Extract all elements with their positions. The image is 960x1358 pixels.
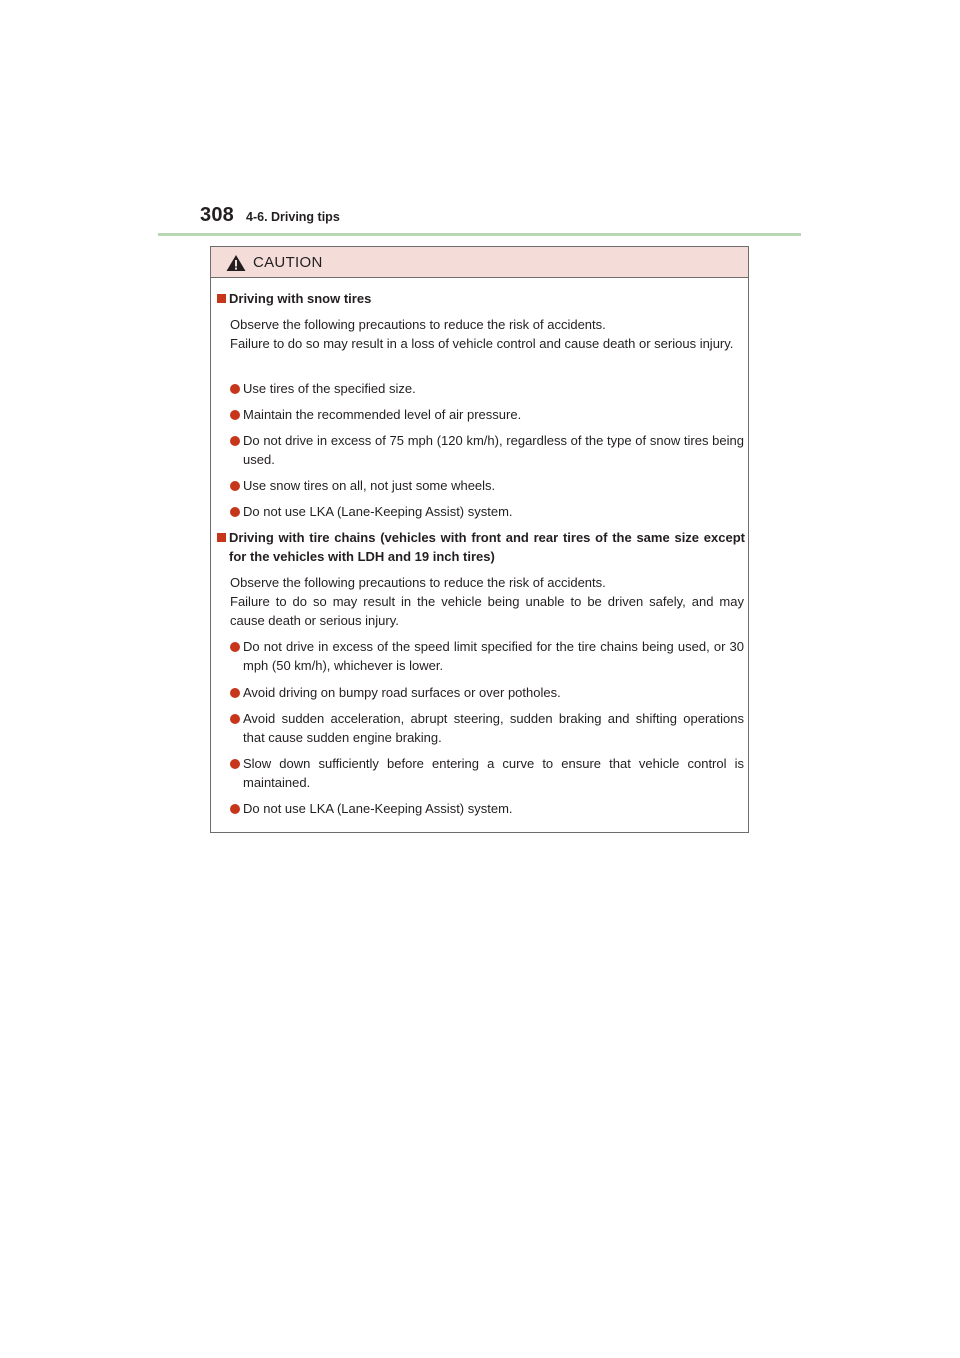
- bullet-dot-icon: [230, 507, 240, 517]
- list-item: Avoid sudden acceleration, abrupt steering, sudden braking and shifting operations that cause sudden engine braking.: [230, 710, 744, 747]
- list-item: Use tires of the specified size.: [230, 380, 744, 399]
- bullet-dot-icon: [230, 410, 240, 420]
- intro-text: Failure to do so may result in the vehicle being unable to be driven safely, and may cause death or serious injury.: [230, 594, 744, 628]
- page-number: 308: [200, 204, 234, 226]
- intro-text: Failure to do so may result in a loss of vehicle control and cause death or serious injury.: [230, 336, 734, 351]
- list-item: Do not use LKA (Lane-Keeping Assist) system.: [230, 800, 744, 819]
- bullet-dot-icon: [230, 642, 240, 652]
- section-heading: Driving with tire chains (vehicles with front and rear tires of the same size except for the vehicles with LDH and 19 inch tires): [217, 529, 745, 566]
- bullet-dot-icon: [230, 436, 240, 446]
- intro-text: Observe the following precautions to reduce the risk of accidents.: [230, 317, 606, 332]
- square-bullet-icon: [217, 533, 226, 542]
- warning-triangle-icon: [226, 254, 246, 272]
- bullet-dot-icon: [230, 804, 240, 814]
- intro-text: Observe the following precautions to reduce the risk of accidents.: [230, 575, 606, 590]
- bullet-dot-icon: [230, 384, 240, 394]
- bullet-dot-icon: [230, 688, 240, 698]
- header-divider: [158, 233, 801, 236]
- bullet-dot-icon: [230, 759, 240, 769]
- section-heading: Driving with snow tires: [217, 290, 745, 309]
- bullet-dot-icon: [230, 481, 240, 491]
- list-item: Use snow tires on all, not just some wheels.: [230, 477, 744, 496]
- caution-label: CAUTION: [253, 254, 323, 271]
- list-item: Slow down sufficiently before entering a curve to ensure that vehicle control is maintained.: [230, 755, 744, 792]
- list-item: Do not drive in excess of the speed limit specified for the tire chains being used, or 30 mph (50 km/h), whichever is lower.: [230, 638, 744, 675]
- square-bullet-icon: [217, 294, 226, 303]
- list-item: Avoid driving on bumpy road surfaces or over potholes.: [230, 684, 744, 703]
- bullet-dot-icon: [230, 714, 240, 724]
- list-item: Do not use LKA (Lane-Keeping Assist) system.: [230, 503, 744, 522]
- list-item: Maintain the recommended level of air pressure.: [230, 406, 744, 425]
- section-title: 4-6. Driving tips: [246, 210, 340, 224]
- list-item: Do not drive in excess of 75 mph (120 km/h), regardless of the type of snow tires being used.: [230, 432, 744, 469]
- caution-header: [211, 247, 748, 278]
- caution-box: [210, 246, 749, 833]
